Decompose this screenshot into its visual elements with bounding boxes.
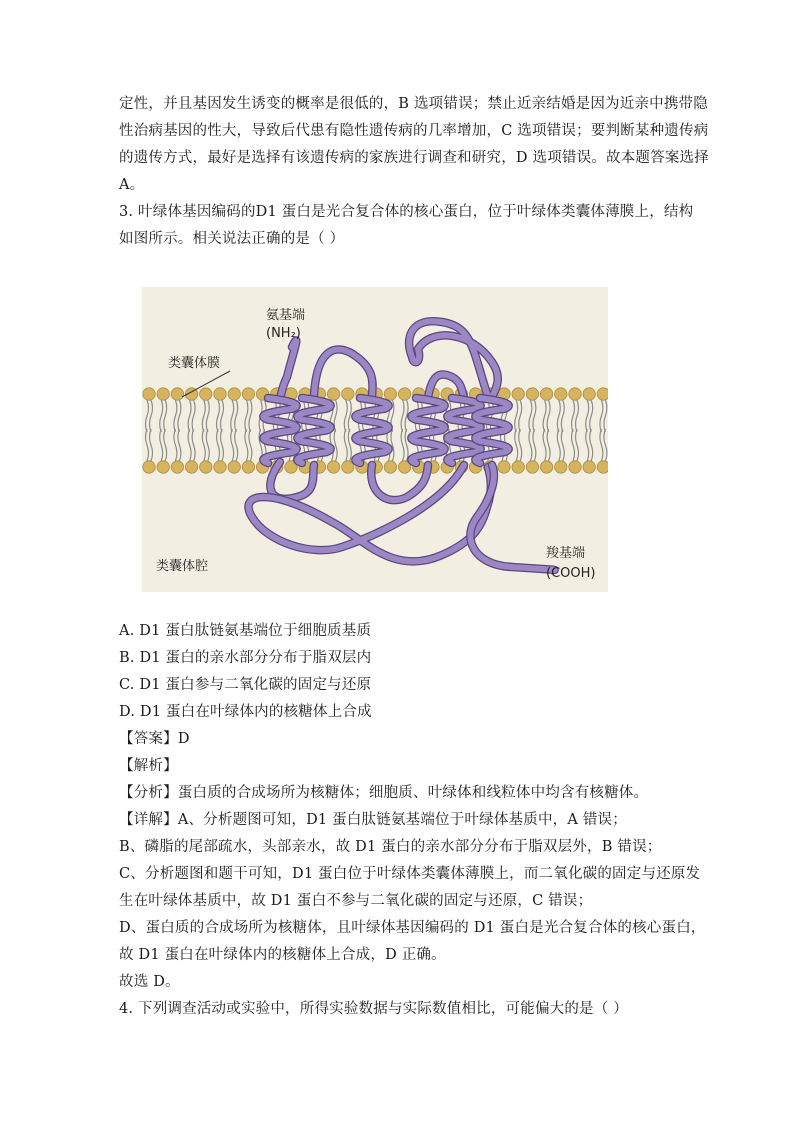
label-nh2: (NH₂)	[266, 326, 301, 341]
question4-stem: 4. 下列调查活动或实验中，所得实验数据与实际数值相比，可能偏大的是（ ）	[119, 1001, 628, 1017]
intro-line-4: A。	[119, 177, 145, 193]
lipid-head	[200, 388, 212, 400]
lipid-head	[185, 461, 197, 473]
intro-line-1: 定性，并且基因发生诱变的概率是很低的，B 选项错误；禁止近亲结婚是因为近亲中携带隐	[119, 96, 708, 112]
lipid-head	[171, 461, 183, 473]
d1-protein-figure	[142, 287, 608, 592]
option-d: D. D1 蛋白在叶绿体内的核糖体上合成	[119, 704, 372, 720]
label-thylakoid-membrane: 类囊体膜	[168, 356, 221, 371]
detail-label: 【详解】	[119, 812, 178, 828]
lipid-head	[498, 461, 510, 473]
option-c: C. D1 蛋白参与二氧化碳的固定与还原	[119, 677, 372, 693]
lipid-head	[555, 461, 567, 473]
fenxi-line	[119, 783, 648, 803]
lipid-head	[526, 461, 538, 473]
intro-line-2: 性治病基因的性大，导致后代患有隐性遗传病的几率增加，C 选项错误；要判断某种遗传病	[119, 123, 709, 139]
label-thylakoid-lumen: 类囊体腔	[156, 559, 209, 574]
lipid-head	[583, 461, 595, 473]
lipid-head	[327, 388, 339, 400]
lipid-head	[342, 388, 354, 400]
lipid-head	[228, 461, 240, 473]
lipid-head	[569, 388, 581, 400]
fenxi-label: 【分析】	[119, 785, 178, 801]
detail-line-4: 生在叶绿体基质中，故 D1 蛋白不参与二氧化碳的固定与还原，C 错误；	[119, 893, 593, 909]
lipid-head	[512, 461, 524, 473]
lipid-head	[143, 461, 155, 473]
lipid-head	[384, 388, 396, 400]
detail-line-5: D、蛋白质的合成场所为核糖体，且叶绿体基因编码的 D1 蛋白是光合复合体的核心蛋白，	[119, 920, 706, 936]
lipid-head	[384, 461, 396, 473]
answer-line	[119, 729, 190, 749]
detail-line-2: B、磷脂的尾部疏水，头部亲水，故 D1 蛋白的亲水部分分布于脂双层外，B 错误；	[119, 839, 662, 855]
analysis-label: 【解析】	[119, 758, 178, 774]
lipid-head	[540, 388, 552, 400]
lipid-head	[597, 461, 608, 473]
conclusion-line: 故选 D。	[119, 974, 180, 990]
lipid-head	[512, 388, 524, 400]
lipid-head	[214, 461, 226, 473]
lipid-head	[200, 461, 212, 473]
label-amino-end: 氨基端	[266, 308, 306, 323]
label-cooh: (COOH)	[546, 566, 596, 581]
question3-stem-line-2: 如图所示。相关说法正确的是（ ）	[119, 231, 345, 247]
option-b: B. D1 蛋白的亲水部分分布于脂双层内	[119, 650, 372, 666]
d1-protein-diagram	[142, 287, 608, 592]
lipid-head	[143, 388, 155, 400]
answer-label: 【答案】	[119, 731, 178, 747]
lipid-head	[214, 388, 226, 400]
lipid-head	[583, 388, 595, 400]
lipid-head	[398, 388, 410, 400]
lipid-head	[242, 461, 254, 473]
lipid-head	[157, 461, 169, 473]
lipid-head	[242, 388, 254, 400]
lipid-head	[540, 461, 552, 473]
lipid-head	[597, 388, 608, 400]
lipid-head	[569, 461, 581, 473]
detail-line-1	[119, 810, 627, 830]
option-a: A. D1 蛋白肽链氨基端位于细胞质基质	[119, 623, 372, 639]
lipid-head	[157, 388, 169, 400]
lipid-head	[526, 388, 538, 400]
lipid-head	[555, 388, 567, 400]
detail-text-a: A、分析题图可知，D1 蛋白肽链氨基端位于叶绿体基质中，A 错误；	[177, 812, 627, 828]
lipid-head	[327, 461, 339, 473]
detail-line-6: 故 D1 蛋白在叶绿体内的核糖体上合成，D 正确。	[119, 947, 446, 963]
intro-line-3: 的遗传方式，最好是选择有该遗传病的家族进行调查和研究，D 选项错误。故本题答案选择	[119, 150, 709, 166]
question3-stem-line-1: 3. 叶绿体基因编码的D1 蛋白是光合复合体的核心蛋白，位于叶绿体类囊体薄膜上，结构	[119, 204, 694, 220]
fenxi-text: 蛋白质的合成场所为核糖体；细胞质、叶绿体和线粒体中均含有核糖体。	[177, 785, 649, 801]
lipid-head	[228, 388, 240, 400]
detail-line-3: C、分析题图和题干可知，D1 蛋白位于叶绿体类囊体薄膜上，而二氧化碳的固定与还原发	[119, 866, 701, 882]
answer-value: D	[177, 731, 190, 747]
lipid-head	[171, 388, 183, 400]
label-carboxyl-end: 羧基端	[546, 546, 586, 561]
